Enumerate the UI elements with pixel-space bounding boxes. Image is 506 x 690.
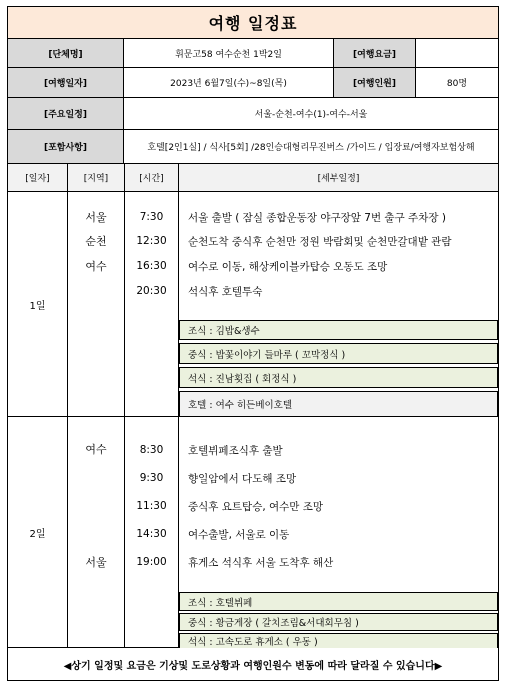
detail-item: 순천도착 중식후 순천만 정원 박람회및 순천만갈대밭 관람 <box>188 235 452 248</box>
col-header-time: [시간] <box>125 164 179 192</box>
time-item: 19:00 <box>136 556 167 568</box>
meal-dinner: 석식 : 고속도로 휴게소 ( 우동 ) <box>179 633 498 648</box>
time-item: 9:30 <box>139 472 164 484</box>
route-value: 서울-순천-여수(1)-여수-서울 <box>124 98 498 130</box>
detail-item: 서울 출발 ( 잠실 종합운동장 야구장앞 7번 출구 주차장 ) <box>188 211 446 224</box>
time-item: 14:30 <box>136 528 167 540</box>
meal-breakfast: 조식 : 호텔뷔페 <box>179 592 498 611</box>
day-2-times <box>125 417 179 648</box>
region-item: 서울 <box>85 556 107 569</box>
region-item: 순천 <box>85 235 107 248</box>
people-label: [여행인원] <box>334 68 416 98</box>
includes-value: 호텔[2인1실] / 식사[5회] /28인승대형리무진버스 /가이드 / 입장료/여행자보험상해 <box>124 130 498 164</box>
group-value: 휘문고58 여수순천 1박2일 <box>124 39 334 68</box>
time-item: 8:30 <box>139 444 164 456</box>
time-item: 20:30 <box>136 285 167 297</box>
footer-notice: ◀상기 일정및 요금은 기상및 도로상황과 여행인원수 변동에 따라 달라질 수 있습니다▶ <box>63 660 443 672</box>
people-value: 80명 <box>416 68 498 98</box>
detail-item: 호텔뷔페조식후 출발 <box>188 444 283 457</box>
meal-lunch: 중식 : 황금게장 ( 갈치조림&서대회무침 ) <box>179 613 498 631</box>
itinerary-sheet <box>7 6 499 681</box>
time-item: 11:30 <box>136 500 167 512</box>
region-item: 여수 <box>85 260 107 273</box>
day-1-details <box>179 192 498 417</box>
time-item: 16:30 <box>136 260 167 272</box>
col-header-day: [일자] <box>8 164 68 192</box>
hotel-info: 호텔 : 여수 히든베이호텔 <box>179 391 498 416</box>
meal-dinner: 석식 : 진남횟집 ( 회정식 ) <box>179 367 498 388</box>
col-header-region: [지역] <box>68 164 125 192</box>
time-item: 7:30 <box>139 211 164 223</box>
meal-lunch: 중식 : 밥꽃이야기 들마루 ( 꼬막정식 ) <box>179 343 498 364</box>
page-title: 여행 일정표 <box>8 7 498 39</box>
includes-label: [포함사항] <box>8 130 124 164</box>
day-1-label: 1일 <box>8 192 68 417</box>
detail-item: 휴게소 석식후 서울 도착후 해산 <box>188 556 334 569</box>
detail-item: 중식후 요트탑승, 여수만 조망 <box>188 500 324 513</box>
detail-item: 여수로 이동, 해상케이블카탑승 오동도 조망 <box>188 260 388 273</box>
region-item: 여수 <box>85 443 107 456</box>
fee-value <box>416 39 498 68</box>
period-value: 2023년 6월7일(수)~8일(목) <box>124 68 334 98</box>
detail-item: 여수출발, 서울로 이동 <box>188 528 290 541</box>
period-label: [여행일자] <box>8 68 124 98</box>
day-1-regions <box>68 192 125 417</box>
detail-item: 석식후 호텔투숙 <box>188 285 263 298</box>
day-1-times <box>125 192 179 417</box>
detail-item: 향일암에서 다도해 조망 <box>188 472 297 485</box>
region-item: 서울 <box>85 211 107 224</box>
fee-label: [여행요금] <box>334 39 416 68</box>
day-2-label: 2일 <box>8 417 68 648</box>
time-item: 12:30 <box>136 235 167 247</box>
route-label: [주요일정] <box>8 98 124 130</box>
day-2-regions <box>68 417 125 648</box>
meal-breakfast: 조식 : 김밥&생수 <box>179 320 498 340</box>
day-2-details <box>179 417 498 648</box>
group-label: [단체명] <box>8 39 124 68</box>
col-header-detail: [세부일정] <box>179 164 498 192</box>
